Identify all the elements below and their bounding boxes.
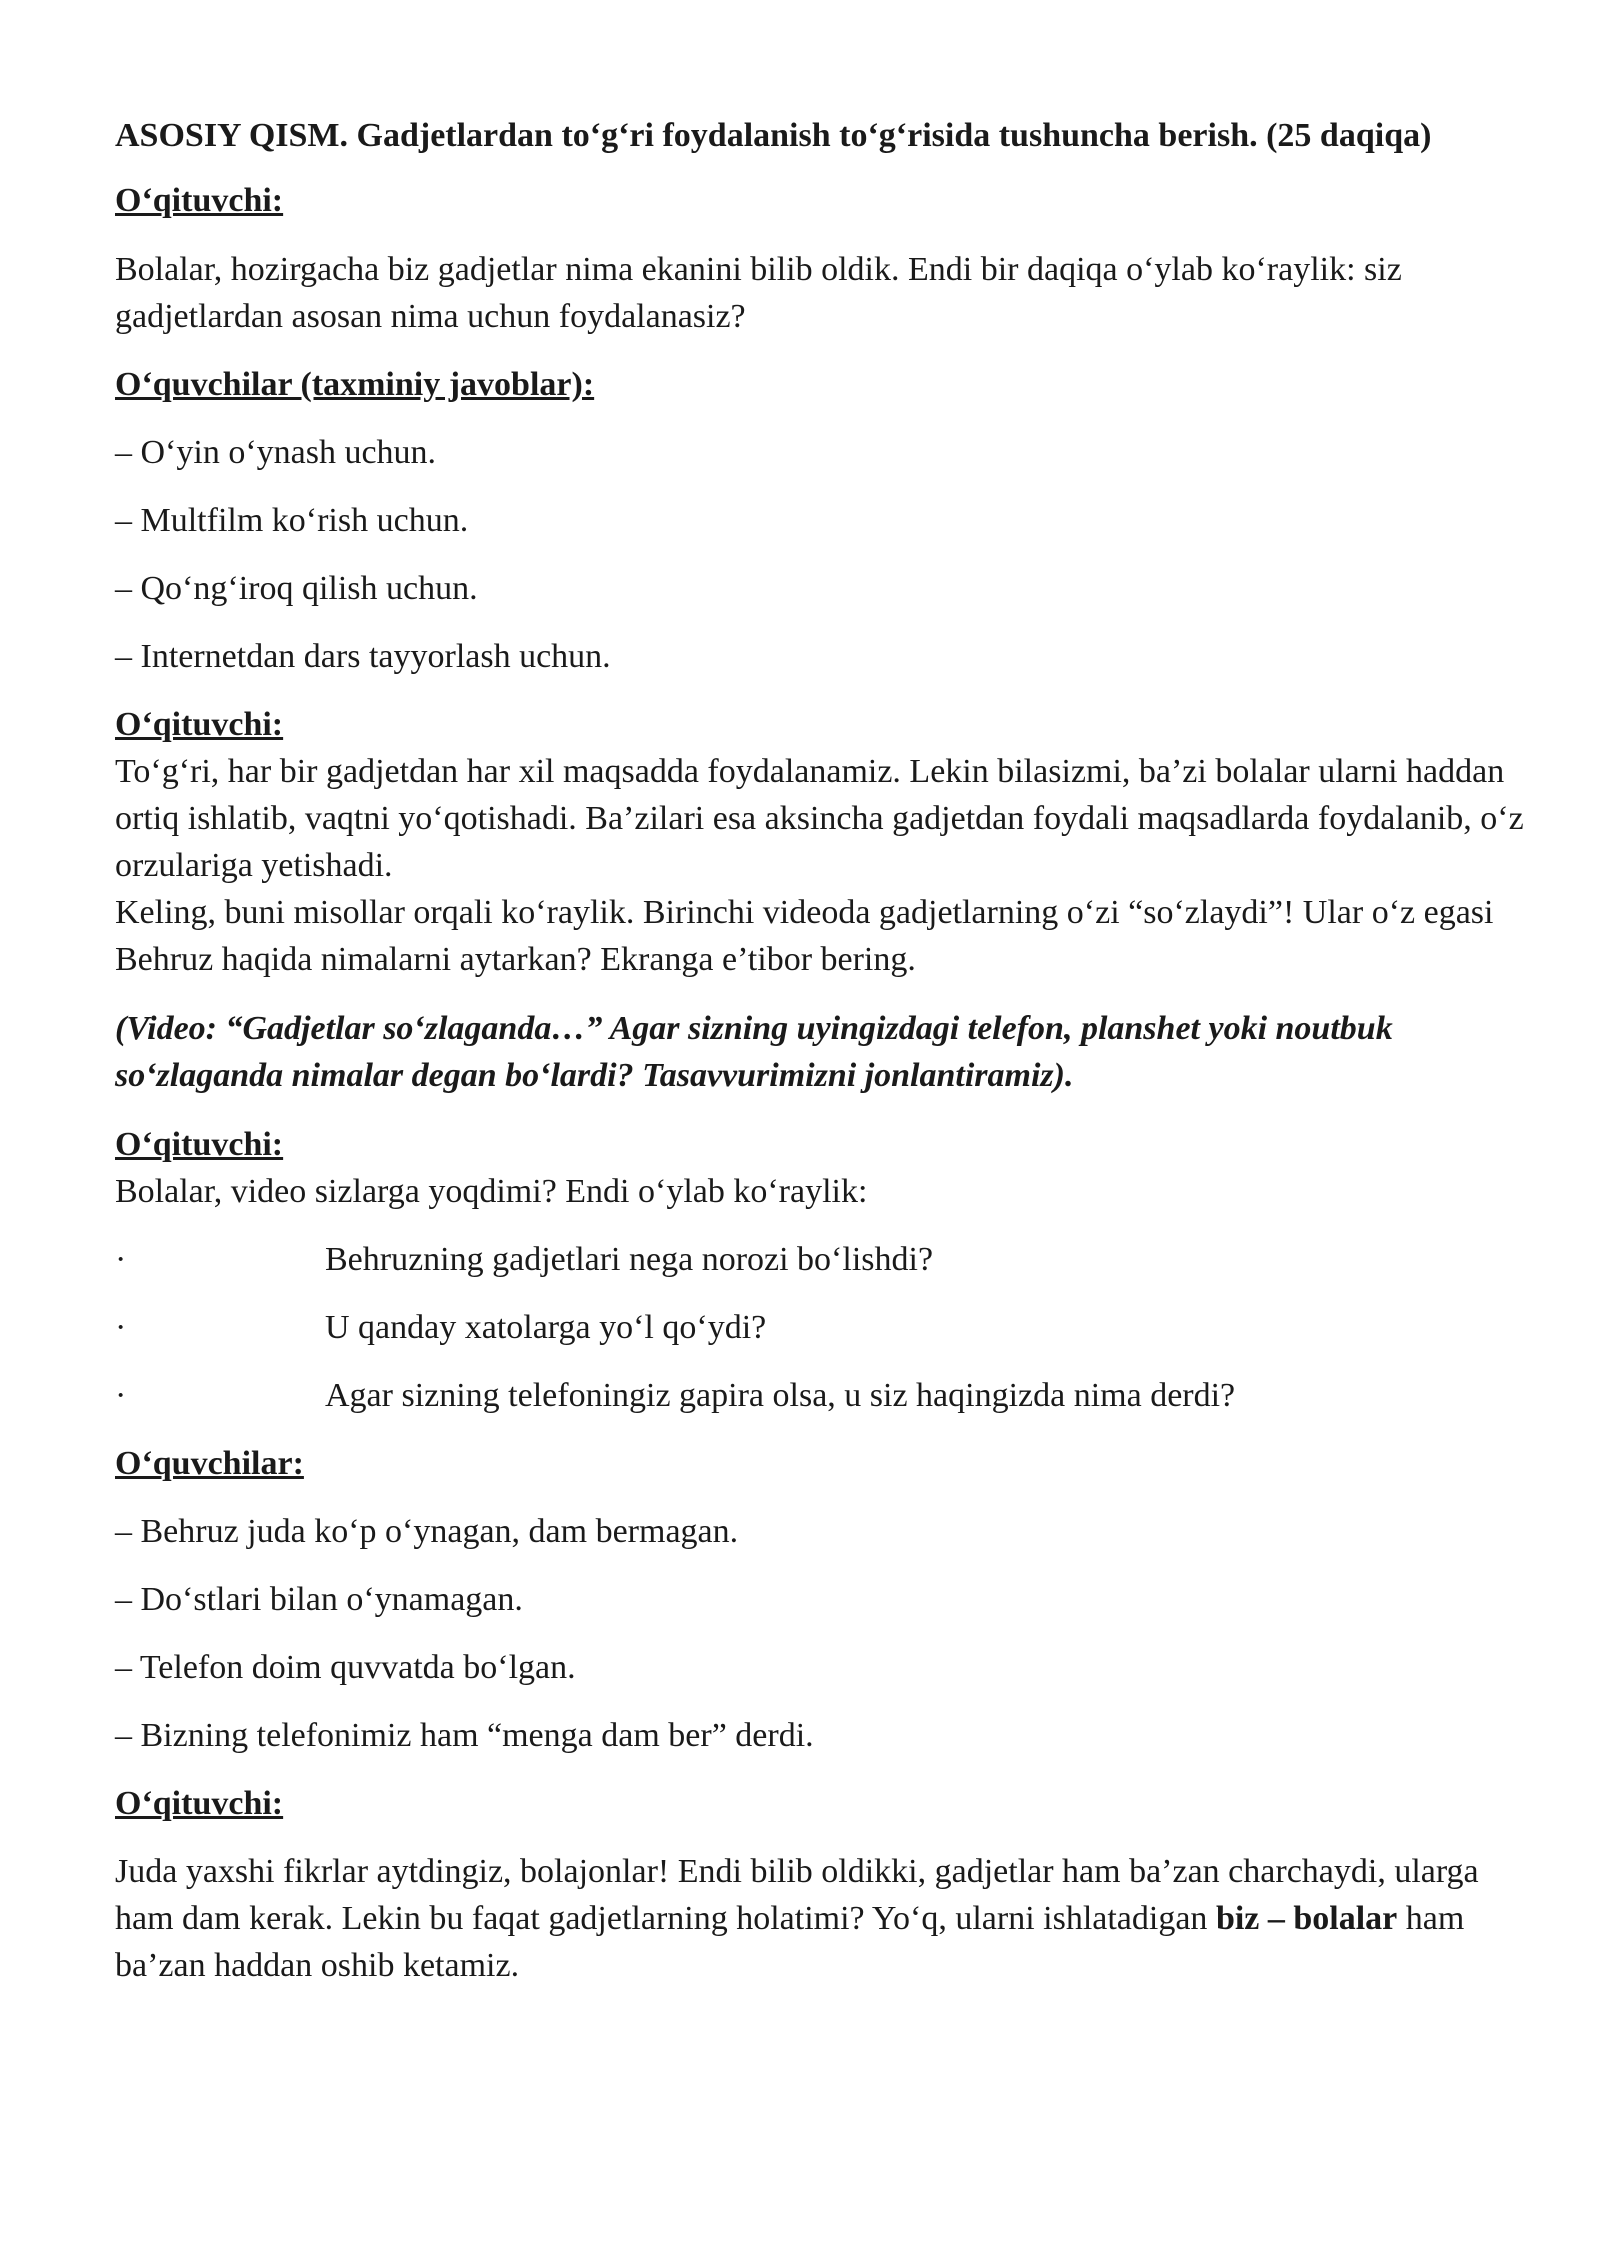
section-title: ASOSIY QISM. Gadjetlardan to‘g‘ri foydalanish to‘g‘risida tushuncha berish. (25 daqiqa) <box>115 117 1432 154</box>
speaker-label-teacher: O‘qituvchi: <box>115 1126 284 1163</box>
speaker-label-teacher: O‘qituvchi: <box>115 1785 284 1822</box>
answer-item: – Qo‘ng‘iroq qilish uchun. <box>115 570 478 607</box>
question-text: Agar sizning telefoningiz gapira olsa, u siz haqingizda nima derdi? <box>325 1377 1236 1414</box>
document-page <box>115 112 1535 1989</box>
bullet-icon: · <box>115 1377 127 1414</box>
answer-item: – O‘yin o‘ynash uchun. <box>115 434 437 471</box>
answer-item: – Do‘stlari bilan o‘ynamagan. <box>115 1581 523 1618</box>
answer-item: – Behruz juda ko‘p o‘ynagan, dam bermagan. <box>115 1513 739 1550</box>
teacher-paragraph: To‘g‘ri, har bir gadjetdan har xil maqsadda foydalanamiz. Lekin bilasizmi, ba’zi bolalar ularni haddan ortiq ishlatib, vaqtni yo‘qotishadi. Ba’zilari esa aksincha gadjetdan foydali maqsadlarda foydalanib, o‘z orzulariga yetishadi. <box>115 753 1524 884</box>
teacher-paragraph: Keling, buni misollar orqali ko‘raylik. Birinchi videoda gadjetlarning o‘zi “so‘zlaydi”! Ular o‘z egasi Behruz haqida nimalarni aytarkan? Ekranga e’tibor bering. <box>115 894 1494 978</box>
teacher-intro: Bolalar, hozirgacha biz gadjetlar nima ekanini bilib oldik. Endi bir daqiqa o‘ylab ko‘raylik: siz gadjetlardan asosan nima uchun foydalanasiz? <box>115 251 1402 335</box>
answer-item: – Telefon doim quvvatda bo‘lgan. <box>115 1649 576 1686</box>
speaker-label-teacher: O‘qituvchi: <box>115 706 284 743</box>
answer-item: – Internetdan dars tayyorlash uchun. <box>115 638 611 675</box>
video-note: (Video: “Gadjetlar so‘zlaganda…” Agar sizning uyingizdagi telefon, planshet yoki noutbuk so‘zlaganda nimalar degan bo‘lardi? Tasavvurimizni jonlantiramiz). <box>115 1010 1393 1094</box>
question-item <box>115 1304 1535 1351</box>
speaker-label-students-hint: O‘quvchilar (taxminiy javoblar): <box>115 366 595 403</box>
question-item <box>115 1236 1535 1283</box>
bullet-icon: · <box>115 1241 127 1278</box>
answer-item: – Multfilm ko‘rish uchun. <box>115 502 469 539</box>
final-paragraph <box>115 1848 1535 1989</box>
question-item <box>115 1372 1535 1419</box>
final-text-end: ham ba’zan haddan oshib ketamiz. <box>115 1900 1465 1984</box>
question-text: U qanday xatolarga yo‘l qo‘ydi? <box>325 1309 767 1346</box>
final-text-bold: biz – bolalar <box>1215 1900 1398 1937</box>
answer-item: – Bizning telefonimiz ham “menga dam ber” derdi. <box>115 1717 814 1754</box>
bullet-icon: · <box>115 1309 127 1346</box>
speaker-label-teacher: O‘qituvchi: <box>115 182 284 219</box>
speaker-label-students: O‘quvchilar: <box>115 1445 304 1482</box>
final-text-start: Juda yaxshi fikrlar aytdingiz, bolajonlar! Endi bilib oldikki, gadjetlar ham ba’zan charchaydi, ularga ham dam kerak. Lekin bu faqat gadjetlarning holatimi? Yo‘q, ularni ishlatadigan <box>115 1853 1479 1937</box>
teacher-paragraph: Bolalar, video sizlarga yoqdimi? Endi o‘ylab ko‘raylik: <box>115 1173 868 1210</box>
question-text: Behruzning gadjetlari nega norozi bo‘lishdi? <box>325 1241 934 1278</box>
